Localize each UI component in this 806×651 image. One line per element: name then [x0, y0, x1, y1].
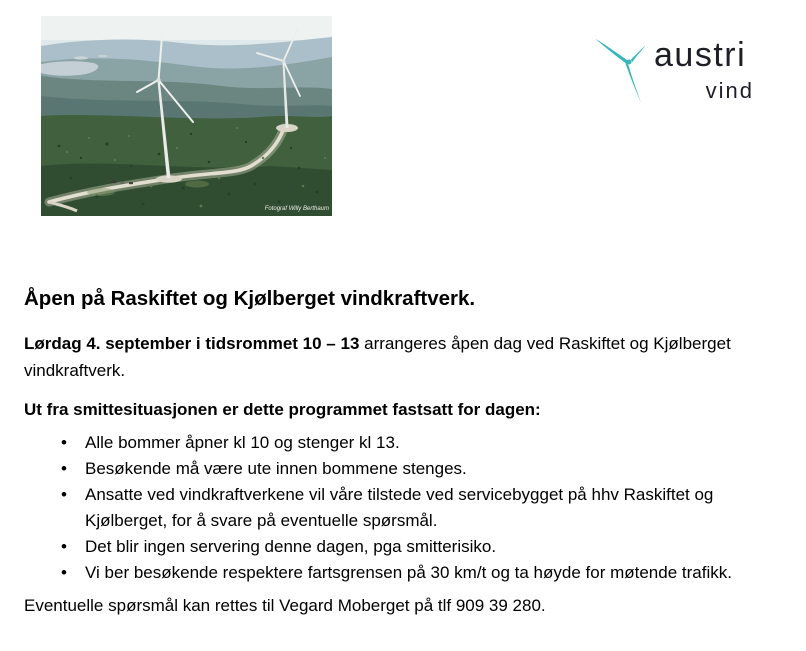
list-item: • Alle bommer åpner kl 10 og stenger kl 13.	[24, 430, 796, 456]
list-item: • Ansatte ved vindkraftverkene vil våre tilstede ved servicebygget på hhv Raskiftet og Kjølberget, for å svare på eventuelle spørsmål.	[24, 482, 796, 534]
austri-vind-logo	[592, 28, 764, 110]
program-heading: Ut fra smittesituasjonen er dette programmet fastsatt for dagen:	[24, 400, 541, 419]
list-item: • Besøkende må være ute innen bommene stenges.	[24, 456, 796, 482]
page-title: Åpen på Raskiftet og Kjølberget vindkraftverk.	[24, 287, 476, 310]
closing-paragraph: Eventuelle spørsmål kan rettes til Vegard Moberget på tlf 909 39 280.	[24, 596, 546, 615]
logo-brand-text: austri	[654, 36, 747, 74]
list-item: • Det blir ingen servering denne dagen, pga smitterisiko.	[24, 534, 796, 560]
photo-credit: Fotograf Willy Berthaum	[264, 206, 329, 212]
intro-rest-text: arrangeres åpen dag ved Raskiftet og Kjølberget vindkraftverk.	[24, 334, 731, 380]
wind-farm-photo-art	[41, 16, 332, 216]
intro-paragraph	[24, 330, 756, 384]
program-list	[24, 430, 796, 586]
wind-turbine-icon	[592, 36, 648, 106]
list-item: • Vi ber besøkende respektere fartsgrensen på 30 km/t og ta høyde for møtende trafikk.	[24, 560, 796, 586]
intro-bold-text: Lørdag 4. september i tidsrommet 10 – 13	[24, 334, 360, 353]
article	[24, 284, 796, 619]
logo-sub-text: vind	[705, 78, 754, 103]
wind-farm-photo	[41, 16, 332, 216]
